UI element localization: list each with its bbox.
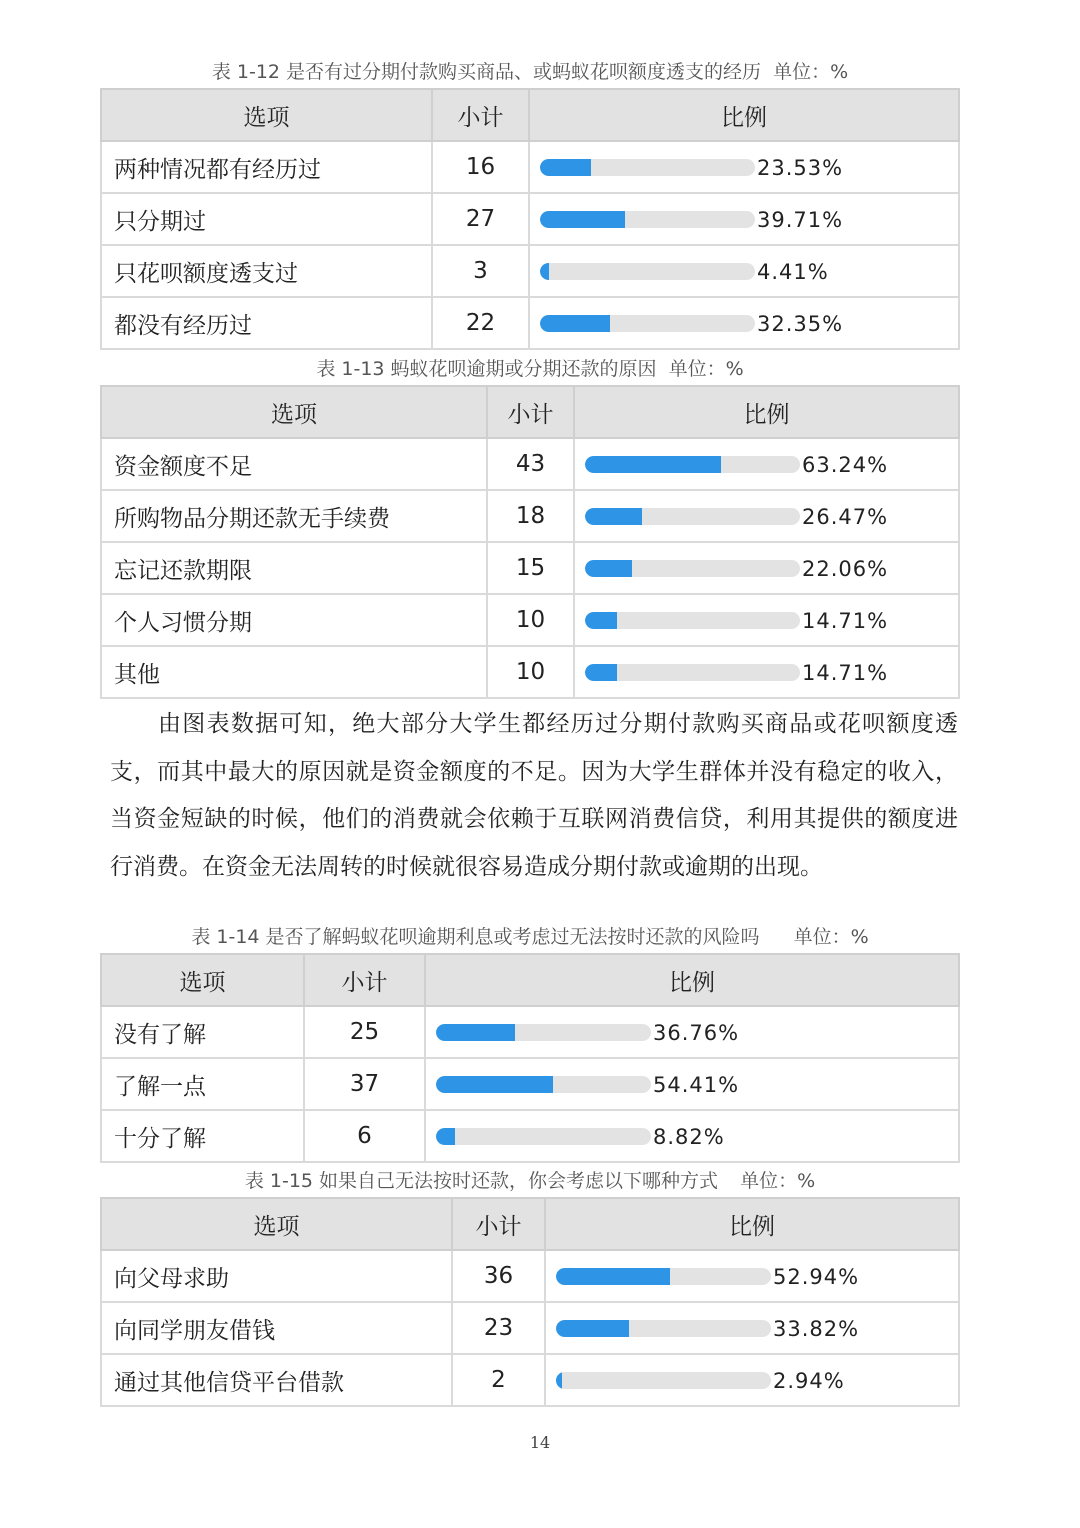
ratio-label: 14.71% <box>802 608 889 633</box>
row-ratio <box>529 193 959 245</box>
table-row <box>101 245 959 297</box>
ratio-bar-fill <box>436 1128 455 1145</box>
row-option: 个人习惯分期 <box>101 594 487 646</box>
ratio-bar-fill <box>585 560 632 577</box>
row-option: 只分期过 <box>101 193 432 245</box>
header-option: 选项 <box>101 386 487 438</box>
row-count: 22 <box>432 297 529 349</box>
row-ratio <box>574 594 959 646</box>
ratio-bar-fill <box>585 664 617 681</box>
row-count: 37 <box>304 1058 425 1110</box>
table-row <box>101 542 959 594</box>
ratio-bar-fill <box>436 1076 553 1093</box>
header-ratio: 比例 <box>574 386 959 438</box>
row-count: 15 <box>487 542 574 594</box>
row-count: 10 <box>487 594 574 646</box>
table-1-15 <box>100 1197 960 1407</box>
table-header-row <box>101 954 959 1006</box>
table-1-15-caption: 表 1-15 如果自己无法按时还款，你会考虑以下哪种方式 单位：% <box>244 1170 816 1192</box>
row-option: 十分了解 <box>101 1110 304 1162</box>
header-option: 选项 <box>101 1198 452 1250</box>
row-count: 18 <box>487 490 574 542</box>
row-option: 忘记还款期限 <box>101 542 487 594</box>
ratio-label: 33.82% <box>773 1316 860 1341</box>
ratio-label: 54.41% <box>653 1072 740 1097</box>
row-count: 6 <box>304 1110 425 1162</box>
row-ratio <box>529 245 959 297</box>
table-row <box>101 1354 959 1406</box>
table-row <box>101 490 959 542</box>
row-ratio <box>425 1006 959 1058</box>
row-ratio <box>529 297 959 349</box>
table-row <box>101 438 959 490</box>
header-ratio: 比例 <box>529 89 959 141</box>
table-header-row <box>101 1198 959 1250</box>
ratio-bar-track <box>556 1320 771 1337</box>
row-option: 两种情况都有经历过 <box>101 141 432 193</box>
ratio-bar-fill <box>556 1372 562 1389</box>
table-row <box>101 141 959 193</box>
header-count: 小计 <box>432 89 529 141</box>
row-ratio <box>425 1058 959 1110</box>
analysis-paragraph: 由图表数据可知，绝大部分大学生都经历过分期付款购买商品或花呗额度透支，而其中最大的原因就是资金额度的不足。因为大学生群体并没有稳定的收入，当资金短缺的时候，他们的消费就会依赖于互联网消费信贷，利用其提供的额度进行消费。在资金无法周转的时候就很容易造成分期付款或逾期的出现。 <box>110 711 958 880</box>
row-option: 通过其他信贷平台借款 <box>101 1354 452 1406</box>
row-option: 资金额度不足 <box>101 438 487 490</box>
row-count: 3 <box>432 245 529 297</box>
page-number: 14 <box>529 1433 551 1452</box>
row-count: 2 <box>452 1354 545 1406</box>
table-header-row <box>101 386 959 438</box>
ratio-bar-track <box>436 1076 651 1093</box>
ratio-bar-fill <box>540 263 549 280</box>
ratio-bar-track <box>585 612 800 629</box>
ratio-bar-track <box>556 1372 771 1389</box>
ratio-label: 26.47% <box>802 504 889 529</box>
ratio-bar-track <box>585 456 800 473</box>
ratio-label: 32.35% <box>757 311 844 336</box>
row-option: 了解一点 <box>101 1058 304 1110</box>
header-count: 小计 <box>487 386 574 438</box>
ratio-bar-fill <box>585 612 617 629</box>
row-option: 所购物品分期还款无手续费 <box>101 490 487 542</box>
row-ratio <box>529 141 959 193</box>
row-option: 没有了解 <box>101 1006 304 1058</box>
row-option: 都没有经历过 <box>101 297 432 349</box>
ratio-bar-fill <box>540 211 625 228</box>
row-ratio <box>545 1250 959 1302</box>
ratio-bar-fill <box>540 315 610 332</box>
ratio-bar-track <box>585 560 800 577</box>
row-count: 10 <box>487 646 574 698</box>
row-count: 43 <box>487 438 574 490</box>
row-ratio <box>545 1302 959 1354</box>
table-1-14 <box>100 953 960 1163</box>
ratio-label: 63.24% <box>802 452 889 477</box>
ratio-label: 52.94% <box>773 1264 860 1289</box>
ratio-bar-track <box>540 159 755 176</box>
table-1-13 <box>100 385 960 699</box>
ratio-bar-fill <box>556 1320 629 1337</box>
ratio-label: 36.76% <box>653 1020 740 1045</box>
row-count: 36 <box>452 1250 545 1302</box>
ratio-bar-track <box>540 315 755 332</box>
ratio-bar-fill <box>436 1024 515 1041</box>
table-row <box>101 1058 959 1110</box>
header-count: 小计 <box>452 1198 545 1250</box>
header-ratio: 比例 <box>545 1198 959 1250</box>
table-row <box>101 594 959 646</box>
ratio-bar-track <box>436 1128 651 1145</box>
table-row <box>101 646 959 698</box>
ratio-bar-track <box>585 664 800 681</box>
ratio-label: 4.41% <box>757 259 829 284</box>
ratio-bar-track <box>540 211 755 228</box>
table-row <box>101 1302 959 1354</box>
row-count: 25 <box>304 1006 425 1058</box>
table-row <box>101 193 959 245</box>
row-option: 只花呗额度透支过 <box>101 245 432 297</box>
ratio-label: 8.82% <box>653 1124 725 1149</box>
ratio-bar-fill <box>540 159 591 176</box>
row-ratio <box>574 490 959 542</box>
ratio-label: 2.94% <box>773 1368 845 1393</box>
row-count: 23 <box>452 1302 545 1354</box>
ratio-bar-fill <box>585 456 721 473</box>
ratio-bar-track <box>436 1024 651 1041</box>
table-row <box>101 1006 959 1058</box>
table-row <box>101 1250 959 1302</box>
table-1-12-caption: 表 1-12 是否有过分期付款购买商品、或蚂蚁花呗额度透支的经历 单位：% <box>211 61 849 83</box>
table-1-12 <box>100 88 960 350</box>
ratio-bar-track <box>556 1268 771 1285</box>
table-row <box>101 297 959 349</box>
ratio-bar-track <box>540 263 755 280</box>
header-count: 小计 <box>304 954 425 1006</box>
ratio-bar-track <box>585 508 800 525</box>
table-1-13-caption: 表 1-13 蚂蚁花呗逾期或分期还款的原因 单位：% <box>316 358 744 380</box>
row-count: 16 <box>432 141 529 193</box>
row-ratio <box>574 438 959 490</box>
row-option: 其他 <box>101 646 487 698</box>
row-option: 向同学朋友借钱 <box>101 1302 452 1354</box>
table-row <box>101 1110 959 1162</box>
ratio-bar-fill <box>556 1268 670 1285</box>
ratio-label: 14.71% <box>802 660 889 685</box>
table-1-14-caption: 表 1-14 是否了解蚂蚁花呗逾期利息或考虑过无法按时还款的风险吗 单位：% <box>191 926 869 948</box>
row-option: 向父母求助 <box>101 1250 452 1302</box>
row-count: 27 <box>432 193 529 245</box>
ratio-label: 23.53% <box>757 155 844 180</box>
header-option: 选项 <box>101 89 432 141</box>
ratio-bar-fill <box>585 508 642 525</box>
row-ratio <box>425 1110 959 1162</box>
row-ratio <box>545 1354 959 1406</box>
ratio-label: 22.06% <box>802 556 889 581</box>
row-ratio <box>574 646 959 698</box>
table-header-row <box>101 89 959 141</box>
header-ratio: 比例 <box>425 954 959 1006</box>
row-ratio <box>574 542 959 594</box>
header-option: 选项 <box>101 954 304 1006</box>
ratio-label: 39.71% <box>757 207 844 232</box>
